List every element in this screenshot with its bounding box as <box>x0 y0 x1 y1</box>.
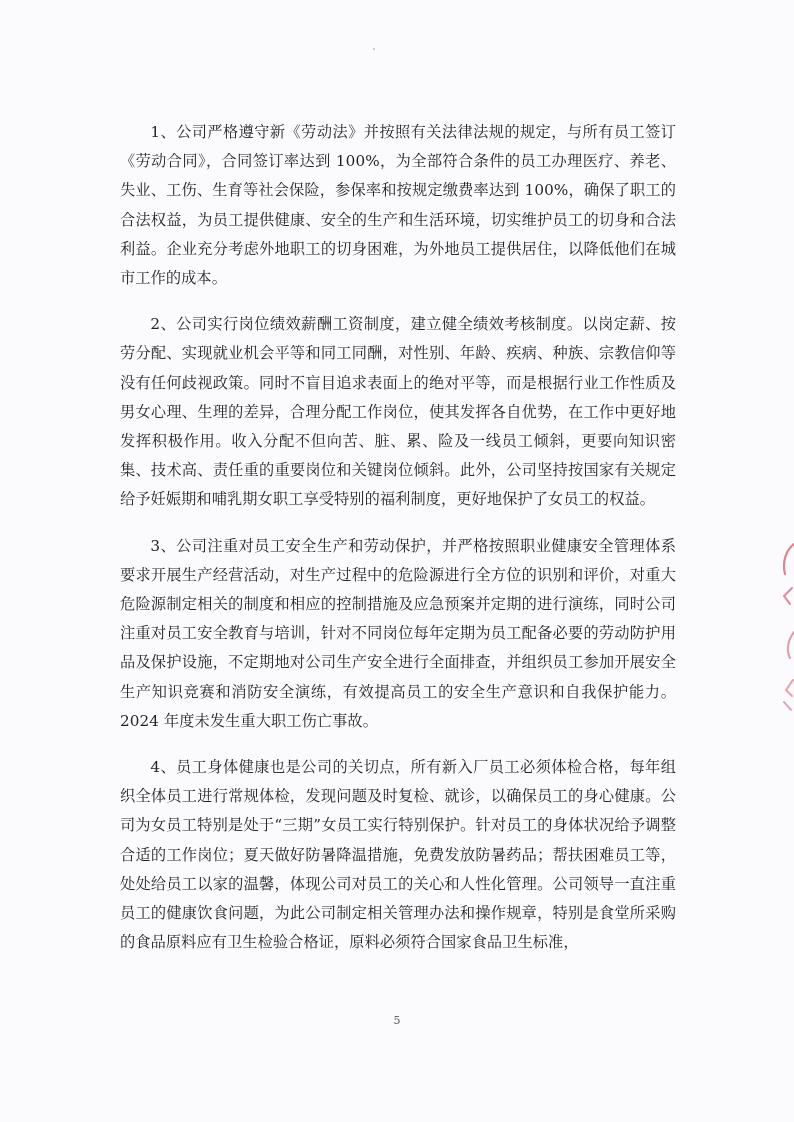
paragraph-4: 4、员工身体健康也是公司的关切点，所有新入厂员工必须体检合格，每年组织全体员工进行常规体检，发现问题及时复检、就诊，以确保员工的身心健康。公司为女员工特别是处于“三期”女员工实行特别保护。针对员工的身体状况给予调整合适的工作岗位；夏天做好防暑降温措施，免费发放防暑药品；帮扶困难员工等，处处给员工以家的温馨，体现公司对员工的关心和人性化管理。公司领导一直注重员工的健康饮食问题，为此公司制定相关管理办法和操作规章，特别是食堂所采购的食品原料应有卫生检验合格证，原料必须符合国家食品卫生标准， <box>120 758 676 952</box>
paragraph-3: 3、公司注重对员工安全生产和劳动保护，并严格按照职业健康安全管理体系要求开展生产经营活动，对生产过程中的危险源进行全方位的识别和评价，对重大危险源制定相关的制度和相应的控制措施及应急预案并定期的进行演练，同时公司注重对员工安全教育与培训，针对不同岗位每年定期为员工配备必要的劳动防护用品及保护设施，不定期地对公司生产安全进行全面排查，并组织员工参加开展安全生产知识竞赛和消防安全演练，有效提高员工的安全生产意识和自我保护能力。2024 年度未发生重大职工伤亡事故。 <box>120 536 676 730</box>
document-body <box>120 118 676 974</box>
seal-stamp-edge <box>772 540 794 720</box>
page-number: 5 <box>393 1014 401 1027</box>
paragraph-2: 2、公司实行岗位绩效薪酬工资制度，建立健全绩效考核制度。以岗定薪、按劳分配、实现就业机会平等和同工同酬，对性别、年龄、疾病、种族、宗教信仰等没有任何歧视政策。同时不盲目追求表面上的绝对平等，而是根据行业工作性质及男女心理、生理的差异，合理分配工作岗位，使其发挥各自优势，在工作中更好地发挥积极作用。收入分配不但向苦、脏、累、险及一线员工倾斜，更要向知识密集、技术高、责任重的重要岗位和关键岗位倾斜。此外，公司坚持按国家有关规定给予妊娠期和哺乳期女职工享受特别的福利制度，更好地保护了女员工的权益。 <box>120 315 676 509</box>
paragraph-1: 1、公司严格遵守新《劳动法》并按照有关法律法规的规定，与所有员工签订《劳动合同》，合同签订率达到 100%，为全部符合条件的员工办理医疗、养老、失业、工伤、生育等社会保险，参保率和按规定缴费率达到 100%，确保了职工的合法权益，为员工提供健康、安全的生产和生活环境，切实维护员工的切身和合法利益。企业充分考虑外地职工的切身困难，为外地员工提供居住，以降低他们在城市工作的成本。 <box>120 123 676 288</box>
scan-speck <box>373 48 375 50</box>
